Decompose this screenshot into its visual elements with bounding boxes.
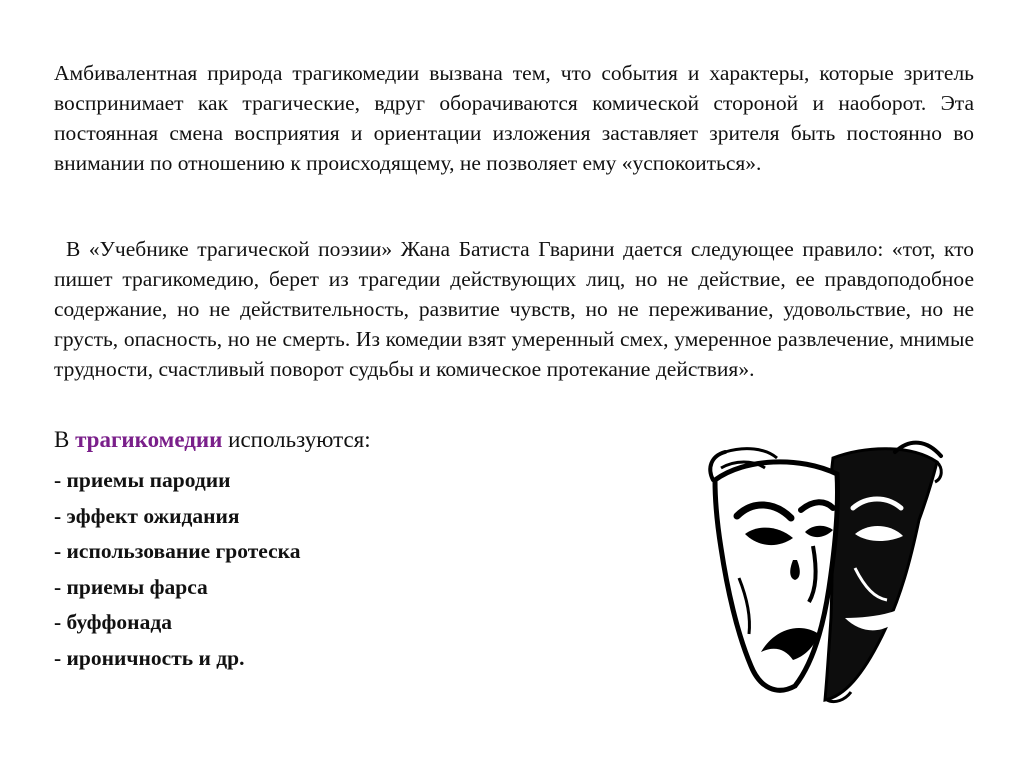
list-item: - приемы пародии xyxy=(54,468,231,492)
techniques-list xyxy=(54,463,300,676)
list-item: - приемы фарса xyxy=(54,574,208,599)
list-item: - использование гротеска xyxy=(54,539,301,563)
list-item: - эффект ожидания xyxy=(54,503,240,528)
list-intro-highlight: трагикомедии xyxy=(75,427,223,452)
paragraph-guarini-rule: В «Учебнике трагической поэзии» Жана Батиста Гварини дается следующее правило: «тот, кто пишет трагикомедию, берет из трагедии действующих лиц, но не действие, ее правдоподобное содержание, но не действительность, развитие чувств, но не переживание, удовольствие, но не грусть, опасность, но не смерть. Из комедии взят умеренный смех, умеренное развлечение, мнимые трудности, счастливый поворот судьбы и комическое протекание действия». xyxy=(54,237,974,381)
list-item: - буффонада xyxy=(54,610,172,634)
list-intro-suffix: используются: xyxy=(222,427,371,452)
paragraph-ambivalence: Амбивалентная природа трагикомедии вызвана тем, что события и характеры, которые зритель воспринимает как трагические, вдруг оборачиваются комической стороной и наоборот. Эта постоянная смена восприятия и ориентации изложения заставляет зрителя быть постоянно во внимании по отношению к происходящему, не позволяет ему «успокоиться». xyxy=(54,61,974,175)
list-item: - ироничность и др. xyxy=(54,645,245,670)
theatre-masks-icon xyxy=(705,438,945,708)
list-intro xyxy=(54,425,371,455)
list-intro-prefix: В xyxy=(54,427,76,452)
